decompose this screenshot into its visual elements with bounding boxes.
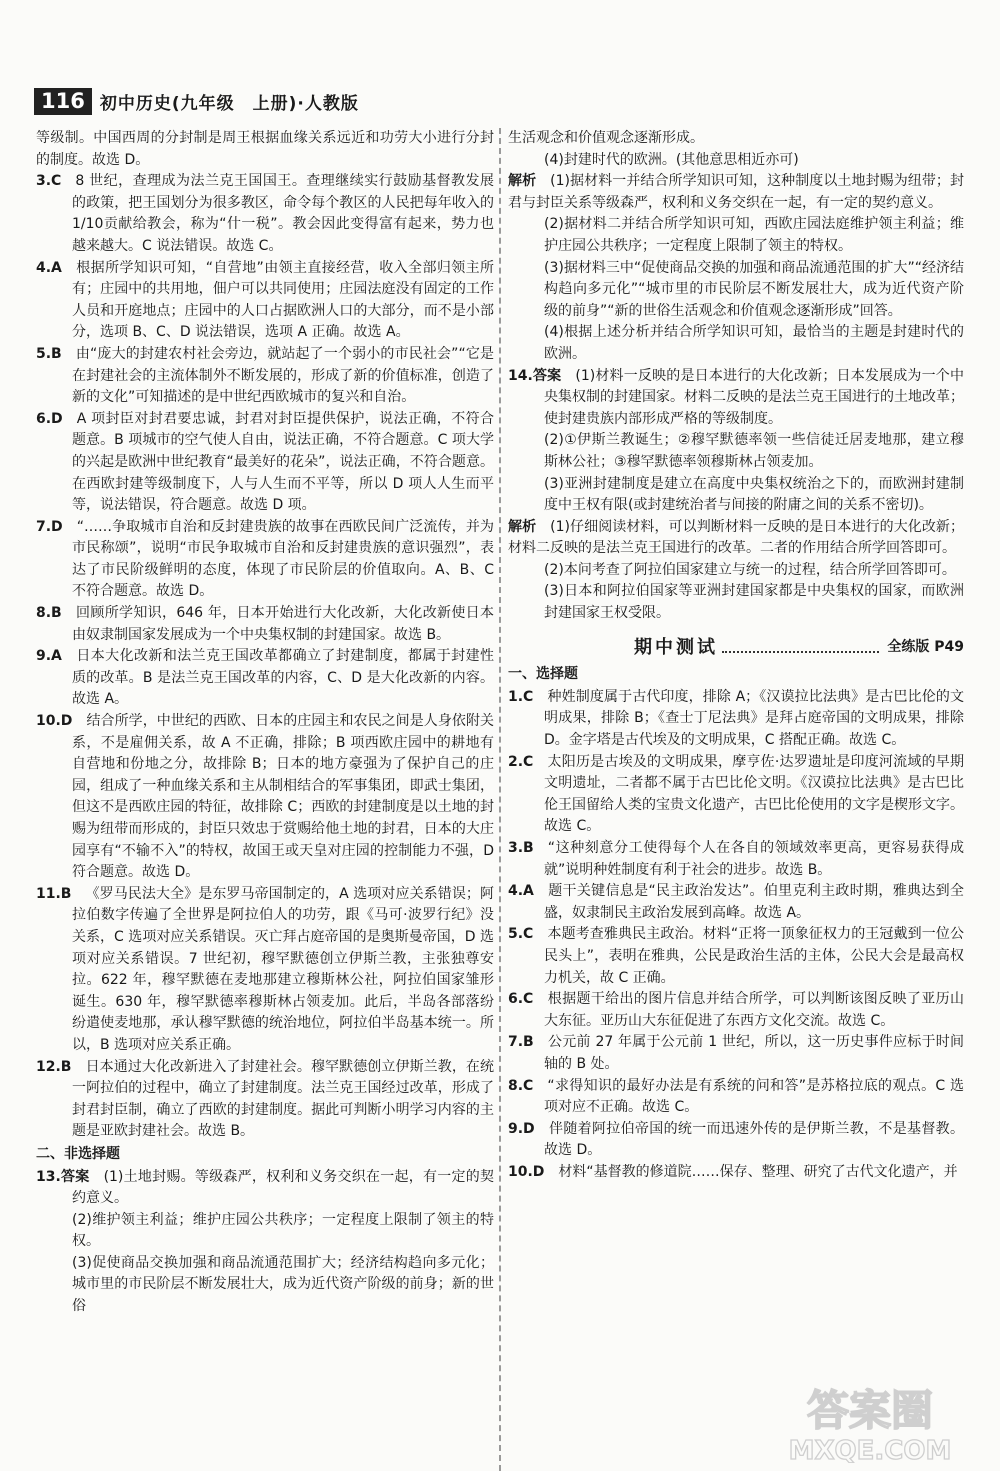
- sub-answer: (2)维护领主利益；维护庄园公共秩序；一定程度上限制了领主的特权。: [72, 1211, 494, 1250]
- right-column: [508, 128, 964, 1184]
- question-answer: [508, 687, 964, 752]
- question-answer: [36, 1167, 494, 1210]
- question-answer: [508, 1119, 964, 1162]
- watermark-url: MXQE.COM: [788, 1436, 952, 1463]
- answer-text: 题干关键信息是“民主政治发达”。伯里克利主政时期，雅典达到全盛，奴隶制民主政治发展到高峰。故选 A。: [544, 883, 964, 921]
- answer-text: “求得知识的最好办法是有系统的问和答”是苏格拉底的观点。C 选项对应不正确。故选 C。: [544, 1077, 964, 1116]
- question-number: 10.D: [508, 1163, 545, 1180]
- analysis-text: (1)仔细阅读材料，可以判断材料一反映的是日本进行的大化改新；材料二反映的是法兰克王国进行的改革。二者的作用结合所学回答即可。: [508, 518, 964, 557]
- answer-text: 《罗马民法大全》是东罗马帝国制定的，A 选项对应关系错误；阿拉伯数字传遍了全世界是阿拉伯人的功劳，跟《马可·波罗行纪》没关系，C 选项对应关系错误。灭亡拜占庭帝国的是奥斯曼帝国，D 选项对应关系错误。7 世纪初，穆罕默德创立伊斯兰教，主张独尊安拉。622 年，穆罕默德在麦地那建立穆斯林公社，阿拉伯国家雏形诞生。630 年，穆罕默德率穆斯林占领麦加。此后，半岛各部落纷纷遣使麦地那，承认穆罕默德的统治地位，阿拉伯半岛基本统一。所以，B 选项对应关系正确。: [72, 885, 494, 1053]
- answer-text: 日本大化改新和法兰克王国改革都确立了封建制度，都属于封建性质的改革。B 是法兰克王国改革的内容，C、D 是大化改新的内容。故选 A。: [72, 648, 494, 708]
- question-number: 2.C: [508, 753, 534, 770]
- sub-answer: (3)促使商品交换加强和商品流通范围扩大；经济结构趋向多元化；城市里的市民阶层不断发展壮大，成为近代资产阶级的前身；新的世俗: [72, 1254, 494, 1315]
- question-number: 14.答案: [508, 367, 562, 384]
- question-answer: [508, 989, 964, 1032]
- continued-text: 等级制。中国西周的分封制是周王根据血缘关系远近和功劳大小进行分封的制度。故选 D。: [36, 130, 494, 168]
- question-answer: [36, 603, 494, 646]
- section-heading: 一、选择题: [508, 666, 578, 683]
- question-number: 11.B: [36, 885, 72, 902]
- question-number: 12.B: [36, 1058, 72, 1075]
- question-answer: [36, 1057, 494, 1143]
- answer-text: “……争取城市自治和反封建贵族的故事在西欧民间广泛流传，并为市民称颂”，说明“市民争取城市自治和反封建贵族的意识强烈”，表达了市民阶级鲜明的态度，体现了市民阶层的价值取向。A、B、C 不符合题意。故选 D。: [72, 518, 494, 600]
- question-number: 3.B: [508, 840, 534, 856]
- dot-leader: [722, 651, 879, 653]
- section-page-ref: 全练版 P49: [887, 638, 964, 655]
- answer-text: A 项封臣对封君要忠诚，封君对封臣提供保护，说法正确，不符合题意。B 项城市的空气使人自由，说法正确，不符合题意。C 项大学的兴起是欧洲中世纪教育“最美好的花朵”，说法正确，不符合题意。在西欧封建等级制度下，人与人生而不平等，所以 D 项人人生而平等，说法错误，符合题意。故选 D 项。: [72, 410, 494, 514]
- book-title: 初中历史(九年级 上册)·人教版: [99, 93, 359, 114]
- question-answer: [36, 171, 494, 257]
- question-answer: [508, 1076, 964, 1119]
- answer-text: 由“庞大的封建农村社会旁边，就站起了一个弱小的市民社会”“它是在封建社会的主流体制外不断发展的，形成了新的价值标准，创造了新的文化”可知描述的是中世纪西欧城市的复兴和自治。: [72, 345, 494, 406]
- question-number: 10.D: [36, 713, 73, 730]
- question-answer: [36, 711, 494, 884]
- sub-answer: (3)亚洲封建制度是建立在高度中央集权统治之下的，而欧洲封建制度中王权有限(或封建统治者与间接的附庸之间的关系不密切)。: [544, 475, 964, 514]
- column-divider: [499, 128, 501, 1471]
- left-column: [36, 128, 494, 1318]
- analysis-label: 解析: [508, 518, 537, 535]
- analysis-text: (1)据材料一并结合所学知识可知，这种制度以土地封赐为纽带；封君与封臣关系等级森严，权利和义务交织在一起，有一定的契约意义。: [508, 173, 964, 211]
- section-title: 期中测试: [634, 636, 718, 658]
- question-number: 7.D: [36, 518, 63, 535]
- question-answer: [36, 409, 494, 517]
- question-answer: [508, 1032, 964, 1075]
- answer-text: (1)材料一反映的是日本进行的大化改新；日本发展成为一个中央集权制的封建国家。材料二反映的是法兰克王国进行的土地改革；使封建贵族内部形成严格的等级制度。: [544, 367, 964, 427]
- question-number: 4.A: [508, 883, 534, 900]
- question-number: 5.B: [36, 345, 62, 362]
- answer-text: (1)土地封赐。等级森严，权利和义务交织在一起，有一定的契约意义。: [72, 1168, 494, 1207]
- answer-text: 日本通过大化改新进入了封建社会。穆罕默德创立伊斯兰教，在统一阿拉伯的过程中，确立了封建制度。法兰克王国经过改革，形成了封君封臣制，确立了西欧的封建制度。据此可判断小明学习内容的主题是亚欧封建社会。故选 B。: [72, 1058, 494, 1140]
- answer-text: 本题考查雅典民主政治。材料“正将一顶象征权力的王冠戴到一位公民头上”，表明在雅典，公民是政治生活的主体，公民大会是最高权力机关，故 C 正确。: [544, 926, 964, 986]
- answer-text: 伴随着阿拉伯帝国的统一而迅速外传的是伊斯兰教，不是基督教。故选 D。: [544, 1120, 964, 1159]
- sub-answer: (4)根据上述分析并结合所学知识可知，最恰当的主题是封建时代的欧洲。: [544, 324, 964, 362]
- question-answer: [36, 517, 494, 603]
- answer-text: 8 世纪，查理成为法兰克王国国王。查理继续实行鼓励基督教发展的政策，把王国划分为很多教区，命令每个教区的人民把每年收入的1/10贡献给教会，称为“什一税”。教会因此变得富有起来，势力也越来越大。C 说法错误。故选 C。: [72, 173, 494, 254]
- sub-answer: (2)本问考查了阿拉伯国家建立与统一的过程，结合所学回答即可。: [544, 561, 956, 578]
- question-number: 8.B: [36, 605, 62, 622]
- analysis-label: 解析: [508, 173, 537, 190]
- question-answer: [508, 924, 964, 989]
- question-answer: [508, 881, 964, 924]
- sub-answer: (3)据材料三中“促使商品交换的加强和商品流通范围的扩大”“经济结构趋向多元化”“城市里的市民阶层不断发展壮大，成为近代资产阶级的前身”“新的世俗生活观念和价值观念逐渐形成”回答。: [544, 259, 964, 319]
- question-answer: [36, 344, 494, 409]
- question-number: 6.D: [36, 410, 63, 427]
- sub-answer: (4)封建时代的欧洲。(其他意思相近亦可): [544, 151, 799, 168]
- continued-text: 生活观念和价值观念逐渐形成。: [508, 130, 704, 146]
- question-number: 13.答案: [36, 1168, 90, 1185]
- answer-text: “这种刻意分工使得每个人在各自的领域效率更高，更容易获得成就”说明种姓制度有利于社会的进步。故选 B。: [544, 840, 964, 878]
- question-number: 9.D: [508, 1120, 535, 1137]
- question-answer: [36, 258, 494, 344]
- question-answer: [508, 838, 964, 881]
- question-number: 8.C: [508, 1077, 534, 1094]
- watermark-text: 答案圈: [806, 1386, 934, 1435]
- section-heading: 二、非选择题: [36, 1145, 120, 1162]
- question-answer: [36, 884, 494, 1057]
- question-number: 4.A: [36, 259, 62, 276]
- question-answer: [508, 752, 964, 838]
- answer-text: 根据所学知识可知，“自营地”由领主直接经营，收入全部归领主所有；庄园中的共用地，佃户可以共同使用；庄园法庭没有固定的工作人员和开庭地点；庄园中的人口占据欧洲人口的大部分，而不是小部分，选项 B、C、D 说法错误，选项 A 正确。故选 A。: [72, 259, 494, 341]
- question-answer: [508, 1162, 964, 1184]
- question-number: 9.A: [36, 648, 62, 665]
- analysis-paragraph: [508, 171, 964, 214]
- answer-text: 材料“基督教的修道院……保存、整理、研究了古代文化遗产，并: [558, 1163, 958, 1180]
- sub-answer: (2)①伊斯兰教诞生；②穆罕默德率领一些信徒迁居麦地那，建立穆斯林公社；③穆罕默德率领穆斯林占领麦加。: [544, 432, 964, 470]
- midterm-section-header: [508, 637, 964, 659]
- answer-text: 种姓制度属于古代印度，排除 A；《汉谟拉比法典》是古巴比伦的文明成果，排除 B；《查士丁尼法典》是拜占庭帝国的文明成果，排除 D。金字塔是古代埃及的文明成果，C 搭配正确。故选 C。: [544, 688, 964, 749]
- question-answer: [36, 646, 494, 711]
- question-number: 3.C: [36, 173, 62, 190]
- sub-answer: (3)日本和阿拉伯国家等亚洲封建国家都是中央集权的国家，而欧洲封建国家王权受限。: [544, 583, 964, 622]
- question-number: 1.C: [508, 688, 534, 705]
- page-number: 116: [34, 88, 92, 115]
- sub-answer: (2)据材料二并结合所学知识可知，西欧庄园法庭维护领主利益；维护庄园公共秩序；一定程度上限制了领主的特权。: [544, 216, 964, 254]
- answer-text: 回顾所学知识，646 年，日本开始进行大化改新，大化改新使日本由奴隶制国家发展成为一个中央集权制的封建国家。故选 B。: [72, 605, 494, 643]
- question-number: 7.B: [508, 1034, 534, 1051]
- answer-text: 根据题干给出的图片信息并结合所学，可以判断该图反映了亚历山大东征。亚历山大东征促进了东西方文化交流。故选 C。: [544, 991, 964, 1029]
- answer-text: 结合所学，中世纪的西欧、日本的庄园主和农民之间是人身依附关系，不是雇佣关系，故 A 不正确，排除；B 项西欧庄园中的耕地有自营地和份地之分，故排除 B；日本的地方豪强为了保护自己的庄园，组成了一种血缘关系和主从制相结合的军事集团，即武士集团，但这不是西欧庄园的特征，故排除 C；西欧的封建制度是以土地的封赐为纽带而形成的，封臣只效忠于赏赐给他土地的封君，日本的大庄园享有“不输不入”的特权，故国王或天皇对庄园的控制能力不强，D 符合题意。故选 D。: [72, 713, 494, 881]
- question-number: 5.C: [508, 926, 534, 943]
- question-number: 6.C: [508, 991, 534, 1008]
- question-answer: [508, 366, 964, 431]
- watermark-logo: [754, 1379, 986, 1463]
- answer-text: 太阳历是古埃及的文明成果，摩亨佐·达罗遗址是印度河流域的早期文明遗址，二者都不属于古巴比伦文明。《汉谟拉比法典》是古巴比伦王国留给人类的宝贵文化遗产，古巴比伦使用的文字是楔形文字。故选 C。: [544, 753, 964, 835]
- page-header: [34, 84, 359, 118]
- answer-text: 公元前 27 年属于公元前 1 世纪，所以，这一历史事件应标于时间轴的 B 处。: [544, 1034, 964, 1072]
- analysis-paragraph: [508, 517, 964, 560]
